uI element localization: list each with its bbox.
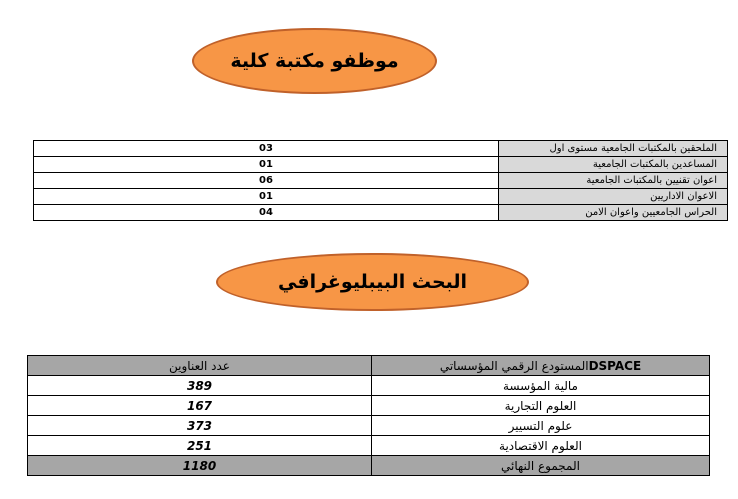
staff-count: 04	[34, 205, 499, 221]
title-count: 251	[28, 436, 372, 456]
total-count: 1180	[28, 456, 372, 476]
field-label: العلوم التجارية	[372, 396, 710, 416]
staff-category: اعوان تقنيين بالمكتبات الجامعية	[499, 173, 728, 189]
table-header-row	[28, 356, 710, 376]
biblio-table	[27, 355, 710, 476]
table-row	[34, 205, 728, 221]
staff-count: 01	[34, 189, 499, 205]
repository-label: المستودع الرقمي المؤسساتي	[439, 358, 589, 373]
biblio-title-text: البحث البيبليوغرافي	[277, 271, 468, 293]
title-count: 389	[28, 376, 372, 396]
staff-title-text: موظفو مكتبة كلية	[230, 50, 399, 72]
table-row	[34, 141, 728, 157]
table-row	[34, 173, 728, 189]
title-count: 373	[28, 416, 372, 436]
table-row	[28, 376, 710, 396]
field-label: مالية المؤسسة	[372, 376, 710, 396]
staff-category: المساعدين بالمكتبات الجامعية	[499, 157, 728, 173]
table-row	[28, 436, 710, 456]
staff-count: 03	[34, 141, 499, 157]
staff-category: الملحقين بالمكتبات الجامعية مستوى اول	[499, 141, 728, 157]
table-row	[28, 396, 710, 416]
staff-section-title	[192, 28, 437, 94]
repository-column-header	[372, 356, 710, 376]
staff-table	[33, 140, 728, 221]
field-label: العلوم الاقتصادية	[372, 436, 710, 456]
biblio-section-title	[216, 253, 529, 311]
staff-category: الحراس الجامعيين واعوان الامن	[499, 205, 728, 221]
staff-count: 06	[34, 173, 499, 189]
repository-name: DSPACE	[588, 358, 642, 373]
total-row	[28, 456, 710, 476]
total-label: المجموع النهائي	[372, 456, 710, 476]
staff-count: 01	[34, 157, 499, 173]
count-column-header: عدد العناوين	[28, 356, 372, 376]
table-row	[34, 189, 728, 205]
table-row	[34, 157, 728, 173]
title-count: 167	[28, 396, 372, 416]
field-label: علوم التسيير	[372, 416, 710, 436]
table-row	[28, 416, 710, 436]
staff-category: الاعوان الاداريين	[499, 189, 728, 205]
